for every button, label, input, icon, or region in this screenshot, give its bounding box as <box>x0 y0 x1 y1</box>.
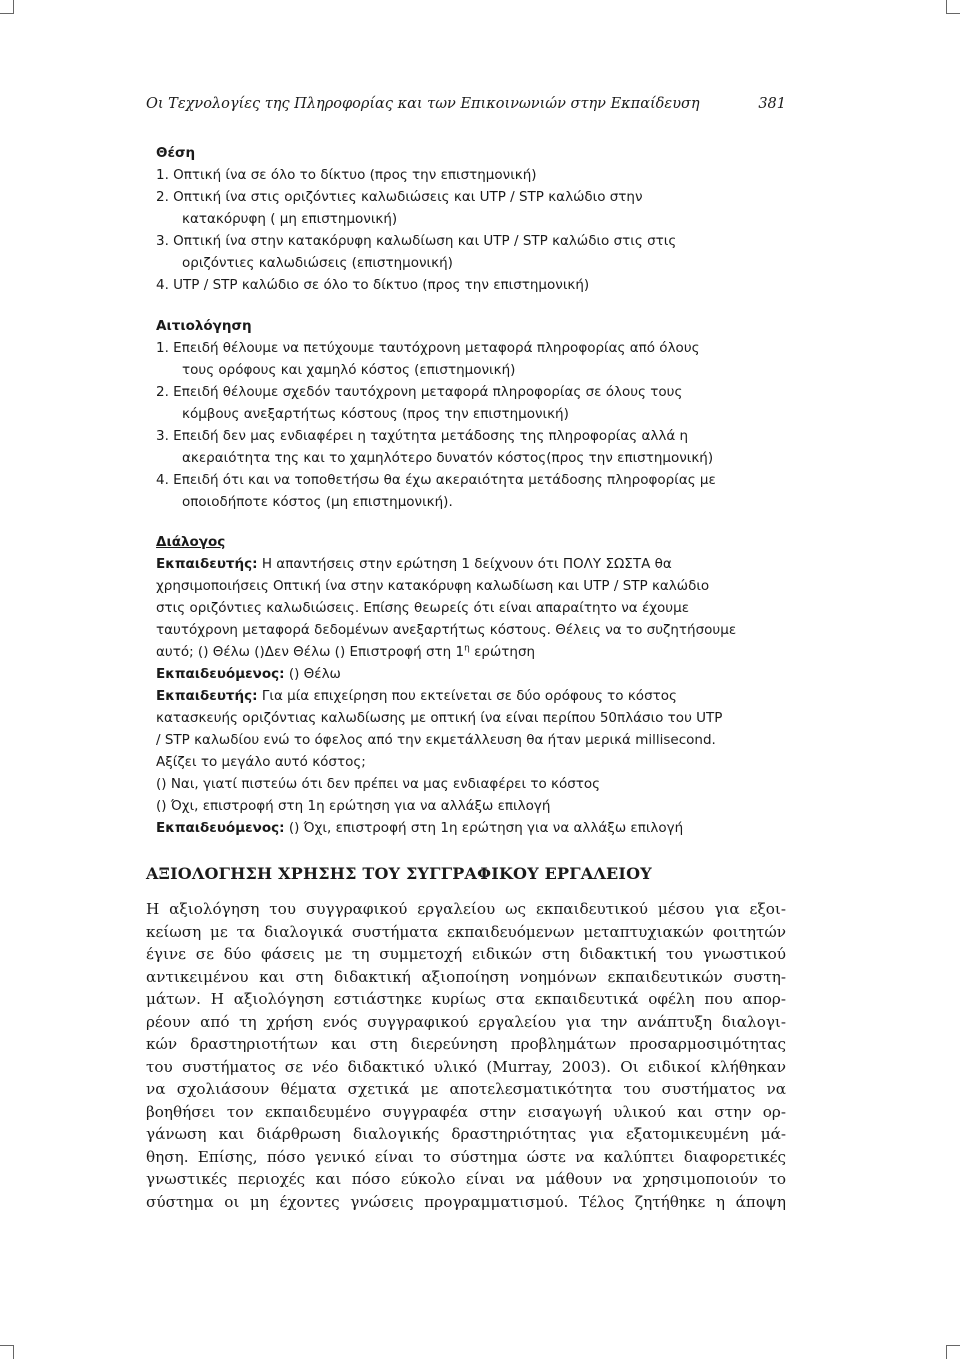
dialogue-text: ταυτόχρονη μεταφορά δεδομένων ανεξαρτήτως κόστους. Θέλεις να το συζητήσουμε <box>156 622 737 638</box>
dialogue-text: Για μία επιχείρηση που εκτείνεται σε δύο ορόφους το κόστος <box>257 688 677 704</box>
paragraph-line: θηση. Επίσης, πόσο γενικό είναι το σύστημα ώστε να καλύπτει διαφορετικές <box>146 1147 786 1166</box>
list-item: 2. Οπτική ίνα στις οριζόντιες καλωδιώσεις και UTP / STP καλώδιο στην <box>156 189 643 205</box>
paragraph-line: ρέουν από τη χρήση ενός συγγραφικού εργαλείου για την ανάπτυξη διαλογι- <box>146 1012 786 1031</box>
paragraph-line: κών δραστηριοτήτων και στη διερεύνηση προβλημάτων προσαρμοσιμότητας <box>146 1035 786 1053</box>
paragraph-line: έγινε σε δύο φάσεις με τη συμμετοχή ειδικών στη διδακτική του γνωστικού <box>146 945 786 963</box>
dialogue-text: () Όχι, επιστροφή στη 1η ερώτηση για να αλλάξω επιλογή <box>284 820 684 836</box>
list-item-continuation: οριζόντιες καλωδιώσεις (επιστημονική) <box>182 255 453 271</box>
paragraph-line: γνωστικές περιοχές και πόσο εύκολο είναι να μάθουν να χρησιμοποιούν το <box>146 1170 786 1188</box>
dialogue-text: Η απαντήσεις στην ερώτηση 1 δείχνουν ότι ΠΟΛΥ ΣΩΣΤΑ θα <box>257 556 672 572</box>
running-header <box>146 96 786 120</box>
justification-section <box>156 315 756 513</box>
dialogue-section <box>156 531 756 839</box>
paragraph-line: βοηθήσει τον εκπαιδευμένο συγγραφέα στην εισαγωγή υλικού και στην ορ- <box>146 1102 786 1121</box>
list-item: 2. Επειδή θέλουμε σχεδόν ταυτόχρονη μεταφορά πληροφορίας σε όλους τους <box>156 384 683 400</box>
list-item: 1. Επειδή θέλουμε να πετύχουμε ταυτόχρονη μεταφορά πληροφορίας από όλους <box>156 340 700 356</box>
superscript: η <box>464 643 470 654</box>
dialogue-text: () Θέλω <box>284 666 341 682</box>
dialogue-options-end: ερώτηση <box>469 644 536 660</box>
instructor-label: Εκπαιδευτής: <box>156 556 258 572</box>
list-item: 1. Οπτική ίνα σε όλο το δίκτυο (προς την επιστημονική) <box>156 167 537 183</box>
list-item-continuation: κόμβους ανεξαρτήτως κόστους (προς την επιστημονική) <box>182 406 569 422</box>
dialogue-line <box>156 553 756 575</box>
list-item-continuation: ακεραιότητα της και το χαμηλότερο δυνατόν κόστος(προς την επιστημονική) <box>182 450 714 466</box>
dialogue-option: () Όχι, επιστροφή στη 1η ερώτηση για να αλλάξω επιλογή <box>156 798 551 814</box>
paragraph-line: σύστημα οι μη έχοντες γνώσεις προγραμματισμού. Τέλος ζητήθηκε η άποψη <box>146 1192 786 1211</box>
paragraph-line: να σχολιάσουν θέματα σχετικά με αποτελεσματικότητα του συστήματος να <box>146 1080 786 1098</box>
dialogue-options-line <box>156 641 756 663</box>
running-title: Οι Τεχνολογίες της Πληροφορίας και των Επικοινωνιών στην Εκπαίδευση <box>146 96 700 112</box>
paragraph-line: αντικειμένου και στη διδακτική αξιοποίηση νοημόνων εκπαιδευτικών συστη- <box>146 967 786 986</box>
crop-mark-top-left <box>0 0 14 14</box>
paragraph-line: γάνωση και διάρθρωση διαλογικής δραστηριότητας για εξατομικευμένη μά- <box>146 1125 786 1143</box>
list-item: 4. Επειδή ότι και να τοποθετήσω θα έχω ακεραιότητα μετάδοσης πληροφορίας με <box>156 472 716 488</box>
crop-mark-bottom-right <box>946 1345 960 1359</box>
dialogue-text: στις οριζόντιες καλωδιώσεις. Επίσης θεωρείς ότι είναι απαραίτητο να έχουμε <box>156 600 690 616</box>
instructor-label: Εκπαιδευτής: <box>156 688 258 704</box>
paragraph-line: μάτων. Η αξιολόγηση εστιάστηκε κυρίως στα εκπαιδευτικά οφέλη που απορ- <box>146 990 786 1008</box>
list-item: 3. Οπτική ίνα στην κατακόρυφη καλωδίωση και UTP / STP καλώδιο στις στις <box>156 233 677 249</box>
page-number: 381 <box>758 96 786 112</box>
learner-label: Εκπαιδευόμενος: <box>156 820 285 836</box>
dialogue-line <box>156 817 756 839</box>
dialogue-text: κατασκευής οριζόντιας καλωδίωσης με οπτική ίνα είναι περίπου 50πλάσιο του UTP <box>156 710 723 726</box>
dialogue-line <box>156 685 756 707</box>
paragraph-line: κείωση με τα διαλογικά συστήματα εκπαιδευόμενων μεταπτυχιακών φοιτητών <box>146 922 786 941</box>
learner-label: Εκπαιδευόμενος: <box>156 666 285 682</box>
evaluation-paragraph <box>146 898 786 1213</box>
dialogue-line <box>156 663 756 685</box>
paragraph-line: του συστήματος σε νέο διδακτικό υλικό (Murray, 2003). Οι ειδικοί κλήθηκαν <box>146 1057 786 1076</box>
list-item-continuation: οποιοδήποτε κόστος (μη επιστημονική). <box>182 494 453 510</box>
dialogue-text: χρησιμοποιήσεις Οπτική ίνα στην κατακόρυφη καλωδίωση και UTP / STP καλώδιο <box>156 578 710 594</box>
dialogue-text: / STP καλωδίου ενώ το όφελος από την εκμετάλλευση θα ήταν μερικά millisecond. <box>156 732 716 748</box>
dialogue-text: Αξίζει το μεγάλο αυτό κόστος; <box>156 754 366 770</box>
list-item-continuation: τους ορόφους και χαμηλό κόστος (επιστημονική) <box>182 362 516 378</box>
dialogue-heading: Διάλογος <box>156 534 226 550</box>
justification-heading: Αιτιολόγηση <box>156 318 252 334</box>
list-item-continuation: κατακόρυφη ( μη επιστημονική) <box>182 211 398 227</box>
position-heading: Θέση <box>156 145 196 161</box>
list-item: 3. Επειδή δεν μας ενδιαφέρει η ταχύτητα μετάδοσης της πληροφορίας αλλά η <box>156 428 689 444</box>
crop-mark-bottom-left <box>0 1345 14 1359</box>
list-item: 4. UTP / STP καλώδιο σε όλο το δίκτυο (προς την επιστημονική) <box>156 277 590 293</box>
crop-mark-top-right <box>946 0 960 14</box>
dialogue-option: () Ναι, γιατί πιστεύω ότι δεν πρέπει να μας ενδιαφέρει το κόστος <box>156 776 601 792</box>
dialogue-options: αυτό; () Θέλω ()Δεν Θέλω () Επιστροφή στη 1 <box>156 644 465 660</box>
evaluation-heading: ΑΞΙΟΛΟΓΗΣΗ ΧΡΗΣΗΣ ΤΟΥ ΣΥΓΓΡΑΦΙΚΟΥ ΕΡΓΑΛΕΙΟΥ <box>146 864 652 883</box>
position-section <box>156 142 756 296</box>
paragraph-line: Η αξιολόγηση του συγγραφικού εργαλείου ως εκπαιδευτικού μέσου για εξοι- <box>146 900 786 918</box>
